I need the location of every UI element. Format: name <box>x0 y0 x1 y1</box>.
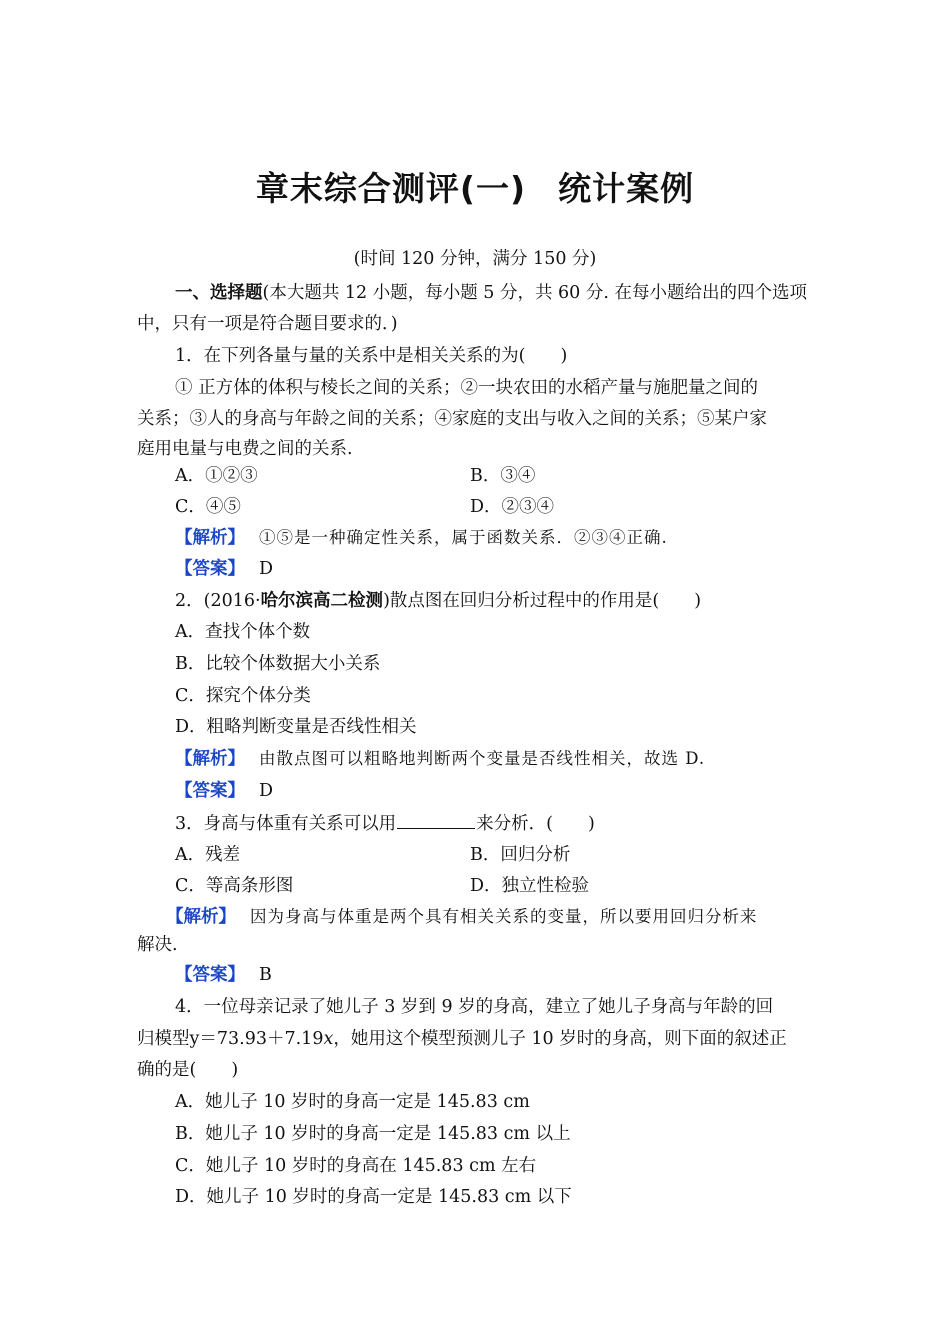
q3-option-b: B．回归分析 <box>470 845 571 865</box>
answer-tag: 【答案】 <box>175 781 245 801</box>
q3-option-d: D．独立性检验 <box>470 876 590 896</box>
q3-analysis-cont: 解决. <box>137 935 178 955</box>
q3-answer-value: B <box>259 965 272 985</box>
section-instructions: (本大题共 12 小题，每小题 5 分，共 60 分. 在每小题给出的四个选项 <box>262 283 807 303</box>
q1-body-line2: 关系；③人的身高与年龄之间的关系；④家庭的支出与收入之间的关系；⑤某户家 <box>137 409 767 429</box>
q4-option-a: A．她儿子 10 岁时的身高一定是 145.83 cm <box>175 1092 530 1112</box>
q2-answer <box>175 778 273 804</box>
q2-number: 2．(2016· <box>175 591 261 611</box>
section-title: 一、选择题 <box>175 283 263 303</box>
q3-option-a: A．残差 <box>175 845 241 865</box>
q3-answer <box>175 962 272 988</box>
analysis-tag: 【解析】 <box>166 907 236 927</box>
q3-stem <box>175 810 595 837</box>
q4-stem-line3: 确的是( ) <box>137 1060 239 1080</box>
q3-stem-post: 来分析．( ) <box>476 814 595 834</box>
q2-option-a: A．查找个体个数 <box>175 622 311 642</box>
analysis-tag: 【解析】 <box>175 749 245 769</box>
q3-stem-pre: 3．身高与体重有关系可以用 <box>175 814 397 834</box>
q2-answer-value: D <box>259 781 274 801</box>
answer-tag: 【答案】 <box>175 559 245 579</box>
q1-option-b: B．③④ <box>470 466 536 486</box>
q4-option-c: C．她儿子 10 岁时的身高在 145.83 cm 左右 <box>175 1156 537 1176</box>
q1-answer <box>175 556 273 582</box>
q4-stem-line2 <box>137 1026 787 1052</box>
q2-option-b: B．比较个体数据大小关系 <box>175 654 381 674</box>
q1-option-d: D．②③④ <box>470 497 555 517</box>
q2-option-d: D．粗略判断变量是否线性相关 <box>175 717 417 737</box>
q4-model-pre: 归模型y＝73.93＋7.19 <box>137 1029 324 1049</box>
q1-stem: 1．在下列各量与量的关系中是相关关系的为( ) <box>175 346 568 366</box>
answer-tag: 【答案】 <box>175 965 245 985</box>
q2-source: 哈尔滨高二检测 <box>260 591 384 611</box>
q1-option-c: C．④⑤ <box>175 497 241 517</box>
q3-analysis-text: 因为身高与体重是两个具有相关关系的变量，所以要用回归分析来 <box>250 907 758 926</box>
q1-option-a: A．①②③ <box>175 466 258 486</box>
title-main: 章末综合测评(一) <box>255 169 527 208</box>
q4-option-b: B．她儿子 10 岁时的身高一定是 145.83 cm 以上 <box>175 1124 571 1144</box>
section-heading <box>175 280 807 306</box>
q1-body-line1: ① 正方体的体积与棱长之间的关系；②一块农田的水稻产量与施肥量之间的 <box>175 378 759 398</box>
section-instructions-cont: 中，只有一项是符合题目要求的．) <box>137 314 398 334</box>
answer-blank <box>397 810 475 829</box>
q2-option-c: C．探究个体分类 <box>175 686 311 706</box>
q4-model-var: x <box>323 1029 334 1049</box>
q2-stem-text: )散点图在回归分析过程中的作用是( ) <box>383 591 702 611</box>
q3-analysis <box>166 904 758 930</box>
q1-analysis <box>175 525 668 551</box>
q2-analysis <box>175 746 705 772</box>
q1-analysis-text: ①⑤是一种确定性关系，属于函数关系．②③④正确. <box>259 528 668 547</box>
q4-stem-line1: 4．一位母亲记录了她儿子 3 岁到 9 岁的身高，建立了她儿子身高与年龄的回 <box>175 997 774 1017</box>
title-sub: 统计案例 <box>558 169 695 208</box>
q4-option-d: D．她儿子 10 岁时的身高一定是 145.83 cm 以下 <box>175 1187 572 1207</box>
q2-analysis-text: 由散点图可以粗略地判断两个变量是否线性相关，故选 D. <box>259 749 706 768</box>
q1-body-line3: 庭用电量与电费之间的关系. <box>137 439 353 459</box>
q1-answer-value: D <box>259 559 274 579</box>
analysis-tag: 【解析】 <box>175 528 245 548</box>
q4-model-post: ，她用这个模型预测儿子 10 岁时的身高，则下面的叙述正 <box>333 1029 787 1049</box>
q3-option-c: C．等高条形图 <box>175 876 294 896</box>
exam-info: (时间 120 分钟，满分 150 分) <box>353 249 597 269</box>
page-title <box>0 164 950 214</box>
q2-stem <box>175 588 701 614</box>
